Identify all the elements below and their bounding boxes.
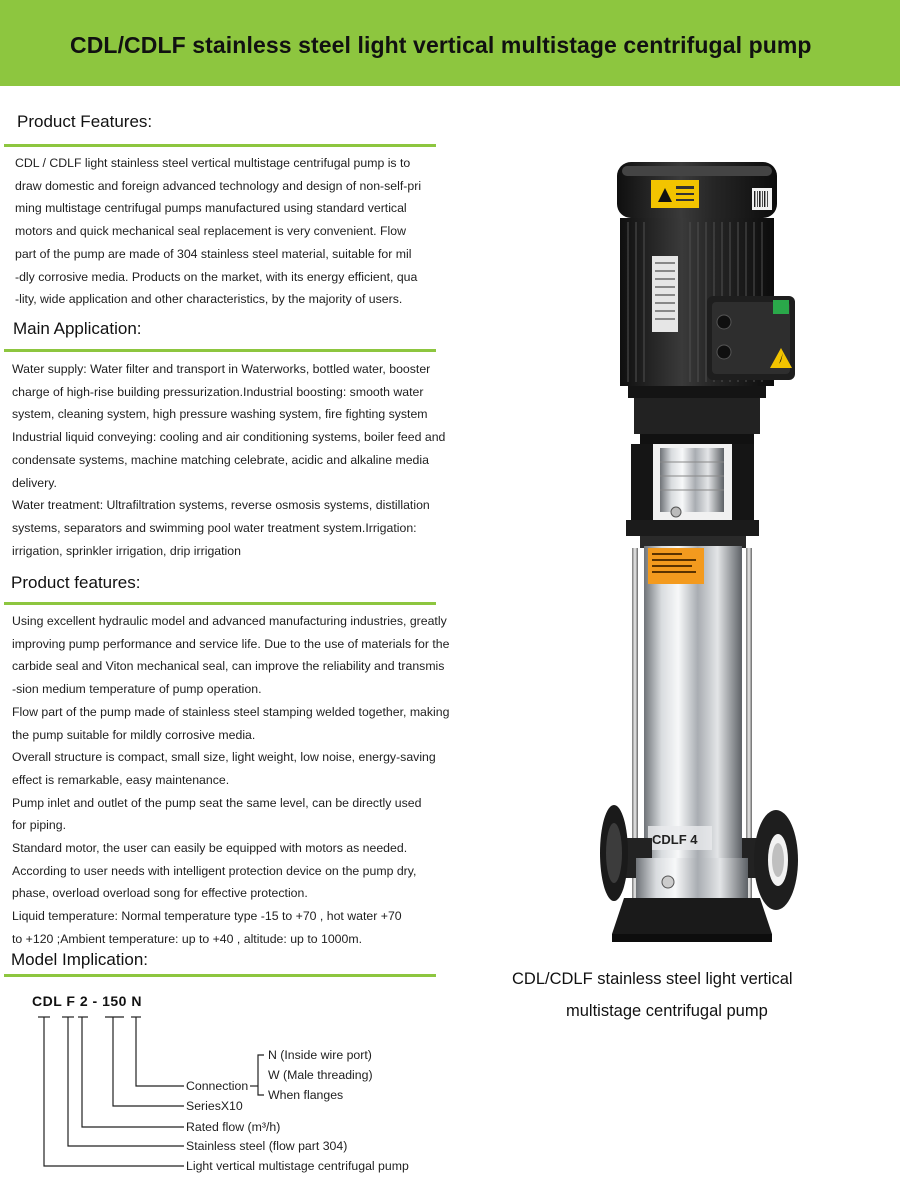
text-line: Flow part of the pump made of stainless steel stamping welded together, making	[12, 704, 450, 719]
text-line: draw domestic and foreign advanced technology and design of non-self-pri	[15, 178, 422, 193]
text-line: Pump inlet and outlet of the pump seat the same level, can be directly used	[12, 795, 422, 810]
text-line: CDL / CDLF light stainless steel vertical multistage centrifugal pump is to	[15, 156, 411, 170]
text-line: irrigation, sprinkler irrigation, drip irrigation	[12, 543, 241, 558]
text-line: system, cleaning system, high pressure washing system, fire fighting system	[12, 407, 428, 422]
text-line: motors and quick mechanical seal replacement is very convenient. Flow	[15, 224, 406, 239]
section-heading-model-implication: Model Implication:	[11, 950, 149, 969]
model-label-light-vertical: Light vertical multistage centrifugal pump	[186, 1159, 409, 1173]
text-line: carbide seal and Viton mechanical seal, can improve the reliability and transmis	[12, 659, 445, 674]
text-line: systems, separators and swimming pool water treatment system.Irrigation:	[12, 520, 417, 535]
text-line: Water supply: Water filter and transport in Waterworks, bottled water, booster	[12, 362, 431, 376]
text-line: charge of high-rise building pressurization.Industrial boosting: smooth water	[12, 384, 424, 399]
text-line: ming multistage centrifugal pumps manufactured using standard vertical	[15, 201, 407, 216]
text-line: Industrial liquid conveying: cooling and air conditioning systems, boiler feed and	[12, 430, 446, 445]
model-label-stainless: Stainless steel (flow part 304)	[186, 1139, 348, 1153]
model-option-w: W (Male threading)	[268, 1068, 373, 1082]
model-label-rated-flow: Rated flow (m³/h)	[186, 1120, 281, 1134]
text-line: for piping.	[12, 818, 67, 833]
text-line: -sion medium temperature of pump operation.	[12, 682, 262, 697]
text-line: effect is remarkable, easy maintenance.	[12, 772, 230, 787]
model-option-n: N (Inside wire port)	[268, 1048, 372, 1062]
model-label-series: SeriesX10	[186, 1099, 243, 1113]
text-line: Overall structure is compact, small size, light weight, low noise, energy-saving	[12, 750, 436, 765]
section-heading-product-features: Product Features:	[17, 112, 153, 131]
text-line: improving pump performance and service life. Due to the use of materials for the	[12, 636, 450, 651]
text-line: Water treatment: Ultrafiltration systems, reverse osmosis systems, distillation	[12, 498, 430, 513]
text-line: Standard motor, the user can easily be equipped with motors as needed.	[12, 841, 408, 856]
model-option-flange: When flanges	[268, 1088, 344, 1102]
page-title: CDL/CDLF stainless steel light vertical multistage centrifugal pump	[70, 32, 812, 58]
text-line: Using excellent hydraulic model and advanced manufacturing industries, greatly	[12, 614, 447, 628]
text-line: delivery.	[12, 475, 57, 490]
text-line: Liquid temperature: Normal temperature type -15 to +70 , hot water +70	[12, 909, 402, 924]
text-line: phase, overload overload song for effective protection.	[12, 886, 308, 901]
text-line: -dly corrosive media. Products on the market, with its energy efficient, qua	[15, 269, 418, 284]
section-heading-product-features-2: Product features:	[11, 573, 141, 592]
text-line: -lity, wide application and other characteristics, by the majority of users.	[15, 292, 403, 307]
text-line: According to user needs with intelligent protection device on the pump dry,	[12, 863, 417, 878]
text-line: part of the pump are made of 304 stainless steel material, suitable for mil	[15, 246, 412, 261]
text-line: the pump suitable for mildly corrosive media.	[12, 727, 256, 742]
model-code: CDL F 2 - 150 N	[32, 993, 142, 1009]
product-caption-line2: multistage centrifugal pump	[566, 1002, 768, 1020]
pump-model-label: CDLF 4	[652, 832, 698, 847]
text-line: condensate systems, machine matching celebrate, acidic and alkaline media	[12, 452, 429, 467]
text-line: to +120 ;Ambient temperature: up to +40 , altitude: up to 1000m.	[12, 931, 363, 946]
model-label-connection: Connection	[186, 1079, 249, 1093]
section-heading-main-application: Main Application:	[13, 319, 142, 338]
product-caption-line1: CDL/CDLF stainless steel light vertical	[512, 970, 793, 988]
